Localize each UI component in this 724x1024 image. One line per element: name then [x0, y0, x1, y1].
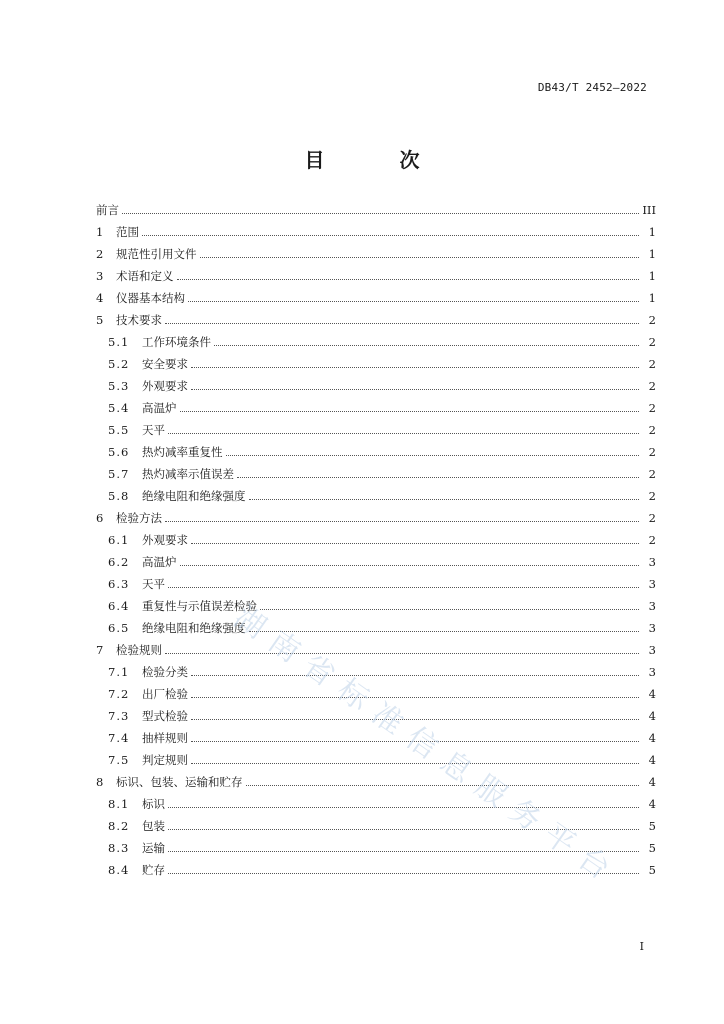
toc-entry-number: 5.3	[108, 379, 130, 393]
toc-entry-label: 工作环境条件	[142, 335, 211, 349]
toc-entry-number: 5.2	[108, 357, 130, 371]
toc-dot-leader	[168, 820, 639, 830]
toc-entry-label: 检验分类	[142, 665, 188, 679]
toc-entry-page: 2	[648, 379, 656, 393]
toc-dot-leader	[180, 402, 640, 412]
toc-dot-leader	[260, 600, 639, 610]
toc-entry-page: 2	[648, 357, 656, 371]
toc-entry[interactable]	[96, 664, 656, 686]
page-number: I	[639, 940, 644, 953]
toc-entry-label: 判定规则	[142, 753, 188, 767]
toc-dot-leader	[191, 710, 639, 720]
toc-entry-number: 1	[96, 225, 104, 239]
toc-entry-page: 2	[648, 423, 656, 437]
toc-entry-label: 范围	[116, 225, 139, 239]
toc-entry-number: 6.5	[108, 621, 130, 635]
toc-entry-number: 7.5	[108, 753, 130, 767]
toc-entry-page: 4	[648, 687, 656, 701]
toc-entry[interactable]	[96, 466, 656, 488]
toc-entry[interactable]	[96, 642, 656, 664]
toc-entry[interactable]	[96, 576, 656, 598]
toc-dot-leader	[165, 644, 639, 654]
toc-entry-page: 1	[648, 291, 656, 305]
toc-entry-label: 规范性引用文件	[116, 247, 197, 261]
toc-entry-label: 技术要求	[116, 313, 162, 327]
toc-entry-page: 2	[648, 467, 656, 481]
toc-entry-page: 2	[648, 335, 656, 349]
toc-entry-number: 5.8	[108, 489, 130, 503]
toc-entry-number: 8	[96, 775, 104, 789]
toc-entry-label: 抽样规则	[142, 731, 188, 745]
toc-entry-label: 热灼减率重复性	[142, 445, 223, 459]
toc-dot-leader	[214, 336, 639, 346]
toc-entry-number: 7.1	[108, 665, 130, 679]
toc-entry-page: 3	[648, 621, 656, 635]
table-of-contents	[96, 202, 656, 884]
toc-entry[interactable]	[96, 532, 656, 554]
toc-entry-page: 3	[648, 643, 656, 657]
toc-dot-leader	[249, 490, 640, 500]
toc-entry[interactable]	[96, 686, 656, 708]
toc-dot-leader	[226, 446, 640, 456]
toc-entry-number: 4	[96, 291, 104, 305]
toc-entry-label: 天平	[142, 423, 165, 437]
toc-entry[interactable]	[96, 730, 656, 752]
toc-entry-label: 前言	[96, 203, 119, 217]
toc-dot-leader	[122, 204, 639, 214]
toc-dot-leader	[246, 776, 640, 786]
toc-entry-number: 3	[96, 269, 104, 283]
toc-entry-page: 3	[648, 555, 656, 569]
toc-entry-page: 5	[648, 863, 656, 877]
toc-entry[interactable]	[96, 202, 656, 224]
toc-entry-page: 2	[648, 489, 656, 503]
toc-entry[interactable]	[96, 312, 656, 334]
toc-entry-label: 绝缘电阻和绝缘强度	[142, 489, 246, 503]
toc-entry-number: 8.1	[108, 797, 130, 811]
toc-entry-label: 型式检验	[142, 709, 188, 723]
toc-dot-leader	[191, 688, 639, 698]
toc-entry-label: 包装	[142, 819, 165, 833]
toc-dot-leader	[165, 314, 639, 324]
toc-entry-number: 5	[96, 313, 104, 327]
toc-dot-leader	[191, 754, 639, 764]
toc-entry-number: 6	[96, 511, 104, 525]
toc-entry[interactable]	[96, 840, 656, 862]
toc-dot-leader	[191, 732, 639, 742]
toc-entry-label: 术语和定义	[116, 269, 174, 283]
toc-entry-label: 高温炉	[142, 555, 177, 569]
toc-entry[interactable]	[96, 246, 656, 268]
toc-entry-number: 6.2	[108, 555, 130, 569]
toc-entry[interactable]	[96, 290, 656, 312]
toc-entry-label: 安全要求	[142, 357, 188, 371]
toc-entry-number: 5.6	[108, 445, 130, 459]
toc-dot-leader	[191, 666, 639, 676]
toc-entry-page: 3	[648, 665, 656, 679]
toc-entry-number: 7.2	[108, 687, 130, 701]
toc-entry-page: 2	[648, 511, 656, 525]
toc-entry-page: 4	[648, 775, 656, 789]
toc-entry-number: 8.3	[108, 841, 130, 855]
toc-entry[interactable]	[96, 400, 656, 422]
toc-title: 目 次	[304, 148, 454, 172]
toc-dot-leader	[200, 248, 640, 258]
toc-entry-page: 5	[648, 841, 656, 855]
toc-dot-leader	[168, 424, 639, 434]
toc-entry-label: 天平	[142, 577, 165, 591]
toc-dot-leader	[180, 556, 640, 566]
toc-entry[interactable]	[96, 224, 656, 246]
toc-entry-number: 5.7	[108, 467, 130, 481]
toc-entry[interactable]	[96, 488, 656, 510]
toc-dot-leader	[168, 578, 639, 588]
toc-entry-label: 热灼减率示值误差	[142, 467, 234, 481]
toc-entry[interactable]	[96, 268, 656, 290]
toc-entry-label: 绝缘电阻和绝缘强度	[142, 621, 246, 635]
toc-entry-number: 5.5	[108, 423, 130, 437]
toc-entry-number: 2	[96, 247, 104, 261]
toc-entry[interactable]	[96, 862, 656, 884]
toc-entry-page: 4	[648, 709, 656, 723]
toc-entry-page: III	[642, 203, 656, 217]
toc-entry-page: 3	[648, 599, 656, 613]
toc-entry-label: 仪器基本结构	[116, 291, 185, 305]
toc-entry[interactable]	[96, 510, 656, 532]
toc-entry-page: 3	[648, 577, 656, 591]
toc-entry[interactable]	[96, 554, 656, 576]
toc-entry-label: 贮存	[142, 863, 165, 877]
toc-entry-number: 7	[96, 643, 104, 657]
toc-entry-number: 5.1	[108, 335, 130, 349]
toc-entry[interactable]	[96, 818, 656, 840]
toc-entry-page: 2	[648, 313, 656, 327]
toc-dot-leader	[168, 842, 639, 852]
toc-entry-page: 4	[648, 753, 656, 767]
toc-dot-leader	[188, 292, 639, 302]
toc-dot-leader	[142, 226, 639, 236]
toc-dot-leader	[168, 798, 639, 808]
toc-entry[interactable]	[96, 796, 656, 818]
watermark-text: 湖南省标准信息服务平台	[227, 599, 626, 894]
toc-dot-leader	[191, 380, 639, 390]
toc-entry-label: 外观要求	[142, 533, 188, 547]
toc-entry[interactable]	[96, 356, 656, 378]
toc-entry[interactable]	[96, 752, 656, 774]
toc-entry-number: 7.4	[108, 731, 130, 745]
toc-entry-number: 7.3	[108, 709, 130, 723]
toc-entry[interactable]	[96, 598, 656, 620]
toc-entry[interactable]	[96, 774, 656, 796]
toc-entry-number: 8.2	[108, 819, 130, 833]
toc-entry-label: 重复性与示值误差检验	[142, 599, 257, 613]
toc-dot-leader	[165, 512, 639, 522]
toc-entry-label: 标识	[142, 797, 165, 811]
toc-entry-page: 1	[648, 269, 656, 283]
toc-entry-number: 6.3	[108, 577, 130, 591]
toc-entry-page: 1	[648, 247, 656, 261]
toc-entry[interactable]	[96, 708, 656, 730]
toc-entry-number: 8.4	[108, 863, 130, 877]
toc-entry-page: 1	[648, 225, 656, 239]
toc-entry[interactable]	[96, 422, 656, 444]
toc-dot-leader	[168, 864, 639, 874]
toc-dot-leader	[191, 534, 639, 544]
standard-code: DB43/T 2452—2022	[537, 81, 647, 94]
toc-entry-page: 2	[648, 445, 656, 459]
toc-entry-number: 5.4	[108, 401, 130, 415]
toc-entry-label: 标识、包装、运输和贮存	[116, 775, 243, 789]
toc-entry-page: 2	[648, 533, 656, 547]
toc-entry-label: 检验规则	[116, 643, 162, 657]
toc-entry[interactable]	[96, 620, 656, 642]
toc-entry-page: 4	[648, 731, 656, 745]
toc-entry-page: 5	[648, 819, 656, 833]
toc-dot-leader	[191, 358, 639, 368]
toc-dot-leader	[177, 270, 640, 280]
toc-entry[interactable]	[96, 334, 656, 356]
toc-entry[interactable]	[96, 444, 656, 466]
toc-dot-leader	[249, 622, 640, 632]
toc-entry-label: 高温炉	[142, 401, 177, 415]
toc-entry-number: 6.1	[108, 533, 130, 547]
toc-entry-page: 4	[648, 797, 656, 811]
toc-entry[interactable]	[96, 378, 656, 400]
toc-entry-label: 检验方法	[116, 511, 162, 525]
toc-entry-label: 运输	[142, 841, 165, 855]
toc-dot-leader	[237, 468, 639, 478]
toc-entry-page: 2	[648, 401, 656, 415]
toc-entry-label: 外观要求	[142, 379, 188, 393]
toc-entry-label: 出厂检验	[142, 687, 188, 701]
toc-entry-number: 6.4	[108, 599, 130, 613]
